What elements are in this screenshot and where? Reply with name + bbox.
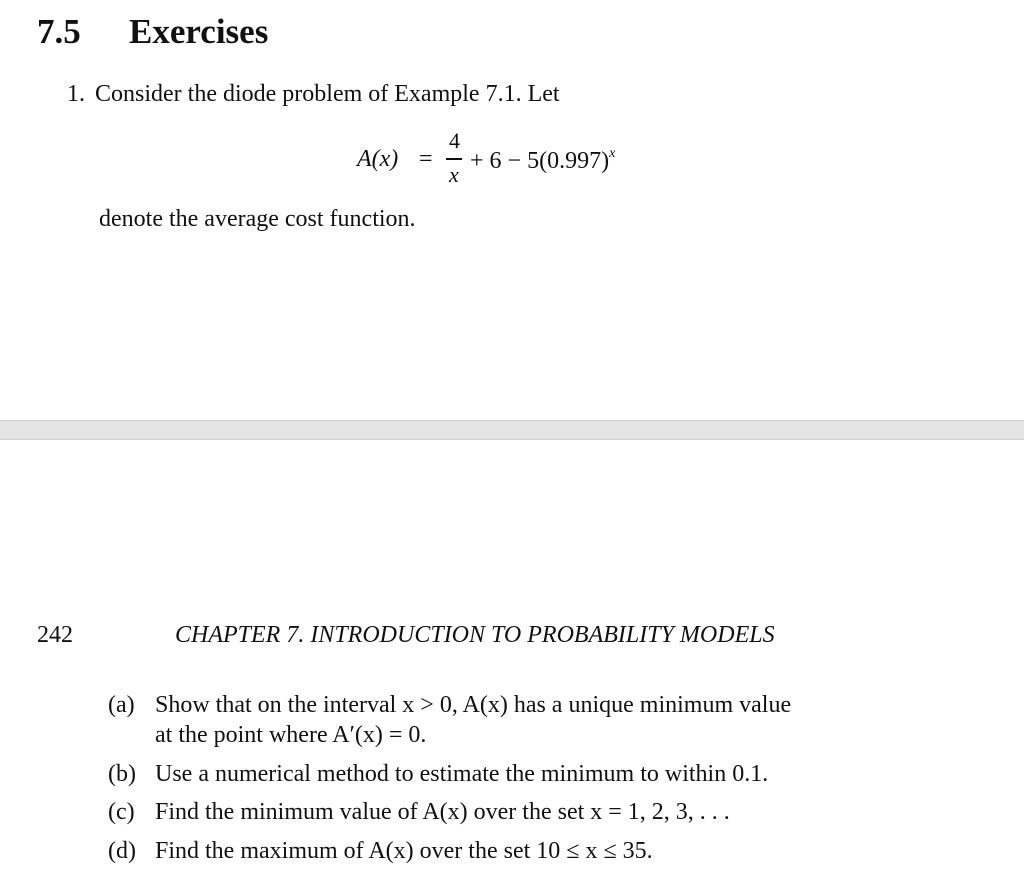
part-text: Find the minimum value of A(x) over the set x = 1, 2, 3, . . . <box>155 799 730 825</box>
exercise-part-b <box>108 761 768 788</box>
part-text: Find the maximum of A(x) over the set 10 ≤ x ≤ 35. <box>155 838 653 864</box>
part-label: (c) <box>108 799 135 825</box>
page-separator <box>0 420 1024 440</box>
part-label: (b) <box>108 761 136 787</box>
fraction-bar <box>446 158 462 160</box>
exercise-part-a-continued: at the point where A′(x) = 0. <box>155 722 427 748</box>
equation-rest: + $6 - 5(0.997)^x$ <box>470 146 616 174</box>
section-title: Exercises <box>129 12 269 51</box>
exercise-part-c <box>108 799 730 826</box>
equation-exponent: x <box>609 146 616 161</box>
running-head: CHAPTER 7. INTRODUCTION TO PROBABILITY MODELS <box>175 622 775 648</box>
exercise-part-d <box>108 838 653 865</box>
exercise-1-outro: denote the average cost function. <box>99 206 416 232</box>
section-number: 7.5 <box>37 12 81 51</box>
part-text: Use a numerical method to estimate the minimum to within 0.1. <box>155 761 769 787</box>
exercise-part-a <box>108 692 791 719</box>
fraction-numerator: 4 <box>449 128 460 153</box>
part-label: (d) <box>108 838 136 864</box>
page-top <box>0 0 1024 420</box>
equation-lhs: A(x) <box>357 146 399 172</box>
exercise-intro: Consider the diode problem of Example 7.1. Let <box>95 81 560 107</box>
exercise-1-intro-line <box>67 82 560 106</box>
part-text: Show that on the interval x > 0, A(x) has a unique minimum value <box>155 692 792 718</box>
fraction-denominator: x <box>449 162 459 187</box>
section-heading <box>37 12 268 52</box>
equation-equals: = <box>419 146 433 172</box>
page-number: 242 <box>37 622 73 648</box>
exercise-number: 1. <box>67 81 85 107</box>
part-label: (a) <box>108 692 135 718</box>
